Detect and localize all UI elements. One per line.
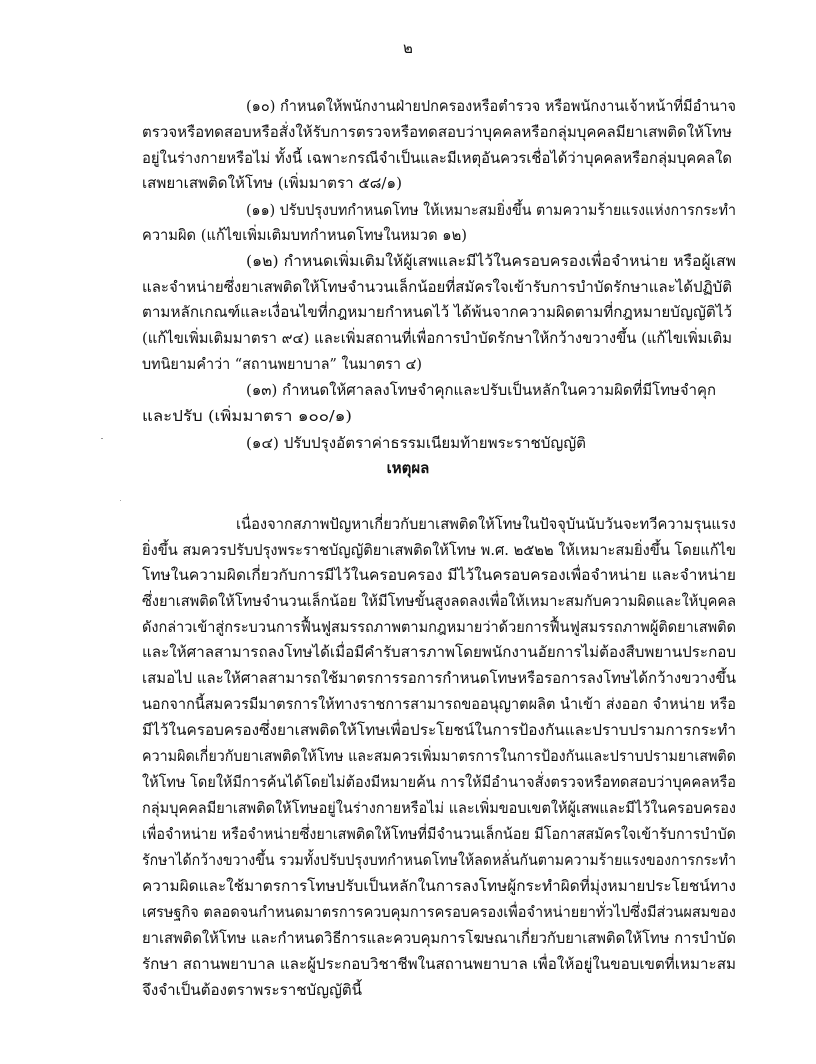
reason-heading: เหตุผล <box>386 459 430 477</box>
reason-line-15: ความผิดและใช้มาตรการโทษปรับเป็นหลักในการลงโทษผู้กระทำผิดที่มุ่งหมายประโยชน์ทาง <box>142 877 736 895</box>
amendment-11-line-2: ความผิด (แก้ไขเพิ่มเติมบทกำหนดโทษในหมวด ๑๒) <box>142 226 467 244</box>
reason-line-1: เนื่องจากสภาพปัญหาเกี่ยวกับยาเสพติดให้โทษในปัจจุบันนับวันจะทวีความรุนแรง <box>236 515 736 533</box>
amendment-12-line-3: ตามหลักเกณฑ์และเงื่อนไขที่กฎหมายกำหนดไว้ ได้พ้นจากความผิดตามที่กฎหมายบัญญัติไว้ <box>142 303 732 321</box>
amendment-12-line-4: (แก้ไขเพิ่มเติมมาตรา ๙๔) และเพิ่มสถานที่เพื่อการบำบัดรักษาให้กว้างขวางขึ้น (แก้ไขเพิ่มเติม <box>142 329 732 347</box>
amendment-12-line-5: บทนิยามคำว่า “สถานพยาบาล” ในมาตรา ๔) <box>142 355 422 373</box>
reason-line-2: ยิ่งขึ้น สมควรปรับปรุงพระราชบัญญัติยาเสพติดให้โทษ พ.ศ. ๒๕๒๒ ให้เหมาะสมยิ่งขึ้น โดยแก้ไข <box>142 541 736 559</box>
scan-speck <box>120 500 121 501</box>
reason-line-12: กลุ่มบุคคลมียาเสพติดให้โทษอยู่ในร่างกายหรือไม่ และเพิ่มขอบเขตให้ผู้เสพและมีไว้ในครอบครอง <box>142 799 736 817</box>
amendment-12-line-1: (๑๒) กำหนดเพิ่มเติมให้ผู้เสพและมีไว้ในครอบครองเพื่อจำหน่าย หรือผู้เสพ <box>246 252 736 270</box>
reason-line-13: เพื่อจำหน่าย หรือจำหน่ายซึ่งยาเสพติดให้โทษที่มีจำนวนเล็กน้อย มีโอกาสสมัครใจเข้ารับการบำบัด <box>142 825 736 843</box>
reason-line-7: เสมอไป และให้ศาลสามารถใช้มาตรการรอการกำหนดโทษหรือรอการลงโทษได้กว้างขวางขึ้น <box>142 669 736 687</box>
scan-speck <box>101 438 103 439</box>
reason-line-9: มีไว้ในครอบครองซึ่งยาเสพติดให้โทษเพื่อประโยชน์ในการป้องกันและปราบปรามการกระทำ <box>142 721 736 739</box>
amendment-12-line-2: และจำหน่ายซึ่งยาเสพติดให้โทษจำนวนเล็กน้อยที่สมัครใจเข้ารับการบำบัดรักษาและได้ปฏิบัติ <box>142 278 733 296</box>
reason-line-19: จึงจำเป็นต้องตราพระราชบัญญัตินี้ <box>142 981 362 999</box>
amendment-11-line-1: (๑๑) ปรับปรุงบทกำหนดโทษ ให้เหมาะสมยิ่งขึ้น ตามความร้ายแรงแห่งการกระทำ <box>246 201 736 219</box>
reason-line-14: รักษาได้กว้างขวางขึ้น รวมทั้งปรับปรุงบทกำหนดโทษให้ลดหลั่นกันตามความร้ายแรงของการกระทำ <box>142 851 736 869</box>
amendment-10-line-3: อยู่ในร่างกายหรือไม่ ทั้งนี้ เฉพาะกรณีจำเป็นและมีเหตุอันควรเชื่อได้ว่าบุคคลหรือกลุ่มบุคคลใด <box>142 149 732 167</box>
reason-line-5: ดังกล่าวเข้าสู่กระบวนการฟื้นฟูสมรรถภาพตามกฎหมายว่าด้วยการฟื้นฟูสมรรถภาพผู้ติดยาเสพติด <box>142 618 736 636</box>
reason-line-3: โทษในความผิดเกี่ยวกับการมีไว้ในครอบครอง มีไว้ในครอบครองเพื่อจำหน่าย และจำหน่าย <box>142 566 736 584</box>
reason-line-11: ให้โทษ โดยให้มีการค้นได้โดยไม่ต้องมีหมายค้น การให้มีอำนาจสั่งตรวจหรือทดสอบว่าบุคคลหรือ <box>142 773 736 791</box>
amendment-13-line-1: (๑๓) กำหนดให้ศาลลงโทษจำคุกและปรับเป็นหลักในความผิดที่มีโทษจำคุก <box>246 381 716 399</box>
reason-line-18: รักษา สถานพยาบาล และผู้ประกอบวิชาชีพในสถานพยาบาล เพื่อให้อยู่ในขอบเขตที่เหมาะสม <box>142 955 736 973</box>
amendment-13-line-2: และปรับ (เพิ่มมาตรา ๑๐๐/๑) <box>142 407 352 425</box>
reason-line-8: นอกจากนี้สมควรมีมาตรการให้ทางราชการสามารถขออนุญาตผลิต นำเข้า ส่งออก จำหน่าย หรือ <box>142 695 736 713</box>
amendment-14-line-1: (๑๔) ปรับปรุงอัตราค่าธรรมเนียมท้ายพระราชบัญญัติ <box>246 434 586 452</box>
reason-line-6: และให้ศาลสามารถลงโทษได้เมื่อมีคำรับสารภาพโดยพนักงานอัยการไม่ต้องสืบพยานประกอบ <box>142 643 736 661</box>
amendment-10-line-2: ตรวจหรือทดสอบหรือสั่งให้รับการตรวจหรือทดสอบว่าบุคคลหรือกลุ่มบุคคลมียาเสพติดให้โทษ <box>142 123 732 141</box>
reason-line-4: ซึ่งยาเสพติดให้โทษจำนวนเล็กน้อย ให้มีโทษขั้นสูงลดลงเพื่อให้เหมาะสมกับความผิดและให้บุคคล <box>142 592 736 610</box>
reason-line-10: ความผิดเกี่ยวกับยาเสพติดให้โทษ และสมควรเพิ่มมาตรการในการป้องกันและปราบปรามยาเสพติด <box>142 747 736 765</box>
reason-line-16: เศรษฐกิจ ตลอดจนกำหนดมาตรการควบคุมการครอบครองเพื่อจำหน่ายยาทั่วไปซึ่งมีส่วนผสมของ <box>142 903 736 921</box>
page-number: ๒ <box>403 39 413 57</box>
amendment-10-line-1: (๑๐) กำหนดให้พนักงานฝ่ายปกครองหรือตำรวจ หรือพนักงานเจ้าหน้าที่มีอำนาจ <box>246 97 736 115</box>
amendment-10-line-4: เสพยาเสพติดให้โทษ (เพิ่มมาตรา ๕๘/๑) <box>142 174 402 192</box>
reason-line-17: ยาเสพติดให้โทษ และกำหนดวิธีการและควบคุมการโฆษณาเกี่ยวกับยาเสพติดให้โทษ การบำบัด <box>142 929 736 947</box>
